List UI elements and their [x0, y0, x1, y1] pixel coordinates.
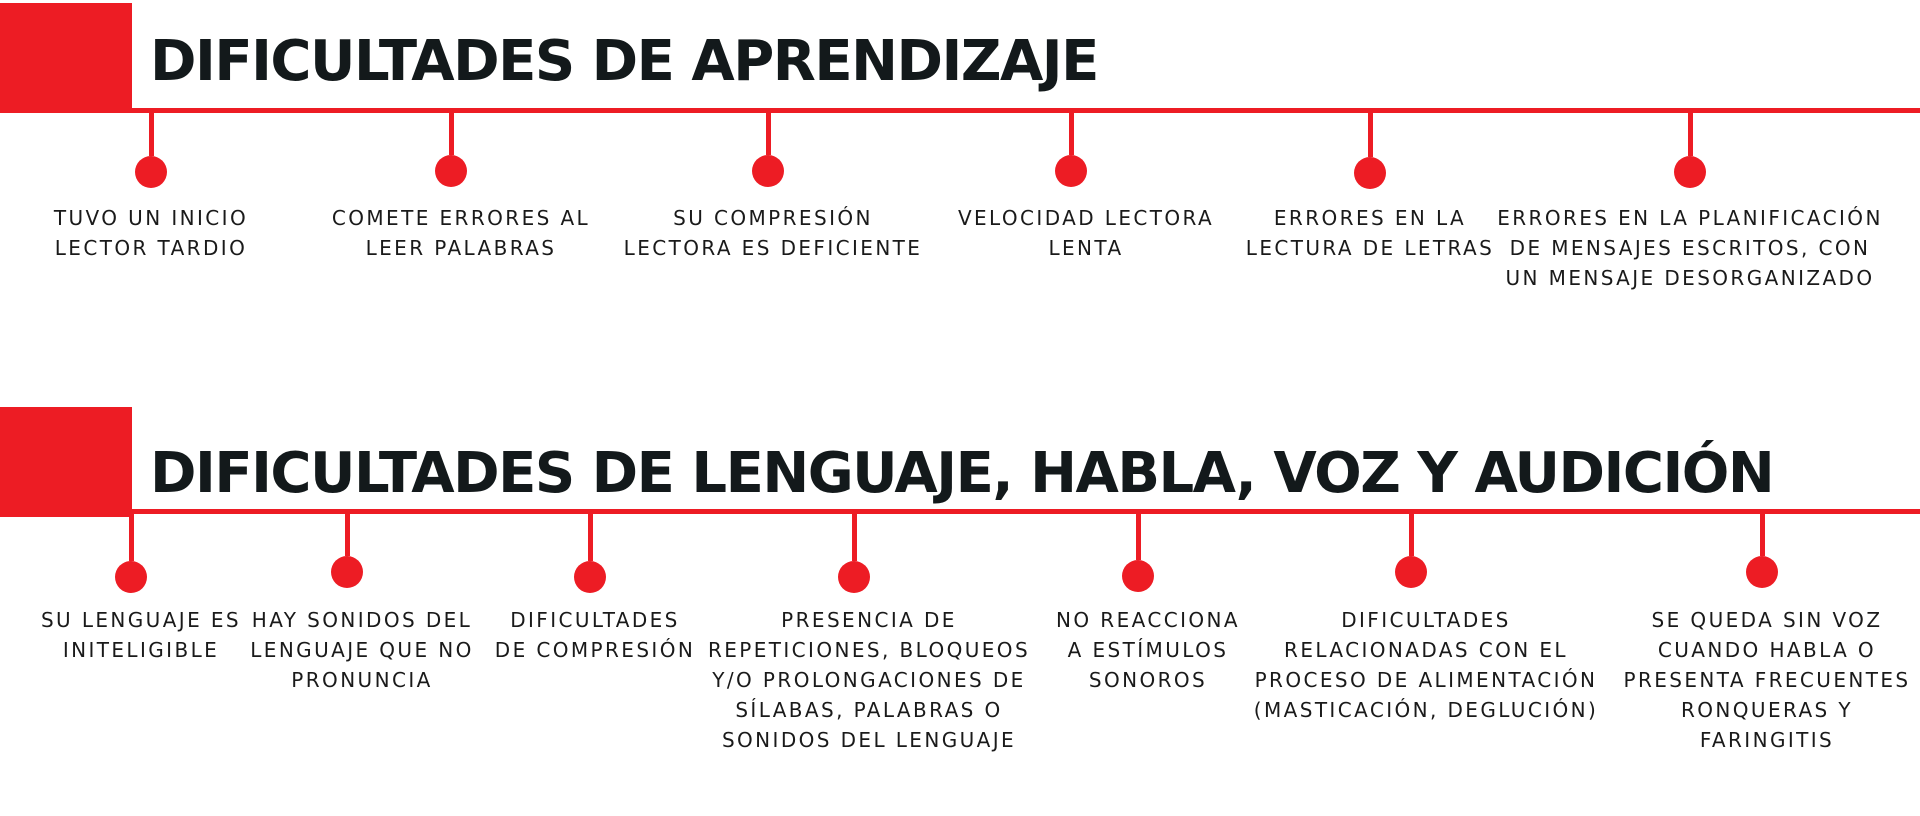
node-label: ERRORES EN LA PLANIFICACIÓN DE MENSAJES ESCRITOS, CON UN MENSAJE DESORGANIZADO: [1497, 206, 1883, 290]
section-marker-block: [0, 407, 132, 517]
node-label: SU LENGUAJE ES INITELIGIBLE: [40, 608, 242, 662]
section-lenguaje: [0, 400, 1920, 816]
node-stem: [149, 110, 154, 156]
node-stem: [852, 511, 857, 561]
node-stem: [1069, 110, 1074, 155]
node-label: VELOCIDAD LECTORA LENTA: [957, 206, 1215, 260]
node-dot: [838, 561, 870, 593]
node-dot: [135, 156, 167, 188]
timeline-rule: [0, 108, 1920, 113]
node-label: TUVO UN INICIO LECTOR TARDIO: [53, 206, 249, 260]
node-dot: [574, 561, 606, 593]
node-stem: [766, 110, 771, 155]
section-title: DIFICULTADES DE LENGUAJE, HABLA, VOZ Y AUDICIÓN: [150, 441, 1774, 506]
node-stem: [1688, 110, 1693, 156]
node-dot: [435, 155, 467, 187]
node-label: HAY SONIDOS DEL LENGUAJE QUE NO PRONUNCIA: [250, 608, 474, 692]
node-dot: [752, 155, 784, 187]
node-stem: [345, 511, 350, 556]
node-label: ERRORES EN LA LECTURA DE LETRAS: [1245, 206, 1495, 260]
node-stem: [129, 511, 134, 561]
node-stem: [1136, 511, 1141, 560]
node-stem: [1760, 511, 1765, 556]
section-marker-block: [0, 3, 132, 113]
node-dot: [1122, 560, 1154, 592]
node-dot: [1674, 156, 1706, 188]
node-stem: [449, 110, 454, 155]
node-label: SU COMPRESIÓN LECTORA ES DEFICIENTE: [623, 206, 923, 260]
section-title: DIFICULTADES DE APRENDIZAJE: [150, 29, 1098, 94]
node-label: NO REACCIONA A ESTÍMULOS SONOROS: [1056, 608, 1240, 692]
node-stem: [588, 511, 593, 561]
node-dot: [1055, 155, 1087, 187]
node-dot: [331, 556, 363, 588]
node-dot: [1395, 556, 1427, 588]
node-label: PRESENCIA DE REPETICIONES, BLOQUEOS Y/O PROLONGACIONES DE SÍLABAS, PALABRAS O SONIDOS DEL LENGUAJE: [707, 608, 1031, 752]
node-label: DIFICULTADES DE COMPRESIÓN: [494, 608, 696, 662]
node-label: COMETE ERRORES AL LEER PALABRAS: [331, 206, 591, 260]
node-stem: [1409, 511, 1414, 556]
timeline-rule: [0, 509, 1920, 514]
section-aprendizaje: [0, 0, 1920, 320]
node-stem: [1368, 110, 1373, 157]
node-dot: [115, 561, 147, 593]
node-dot: [1746, 556, 1778, 588]
node-label: DIFICULTADES RELACIONADAS CON EL PROCESO DE ALIMENTACIÓN (MASTICACIÓN, DEGLUCIÓN): [1253, 608, 1599, 722]
node-dot: [1354, 157, 1386, 189]
node-label: SE QUEDA SIN VOZ CUANDO HABLA O PRESENTA FRECUENTES RONQUERAS Y FARINGITIS: [1623, 608, 1911, 752]
